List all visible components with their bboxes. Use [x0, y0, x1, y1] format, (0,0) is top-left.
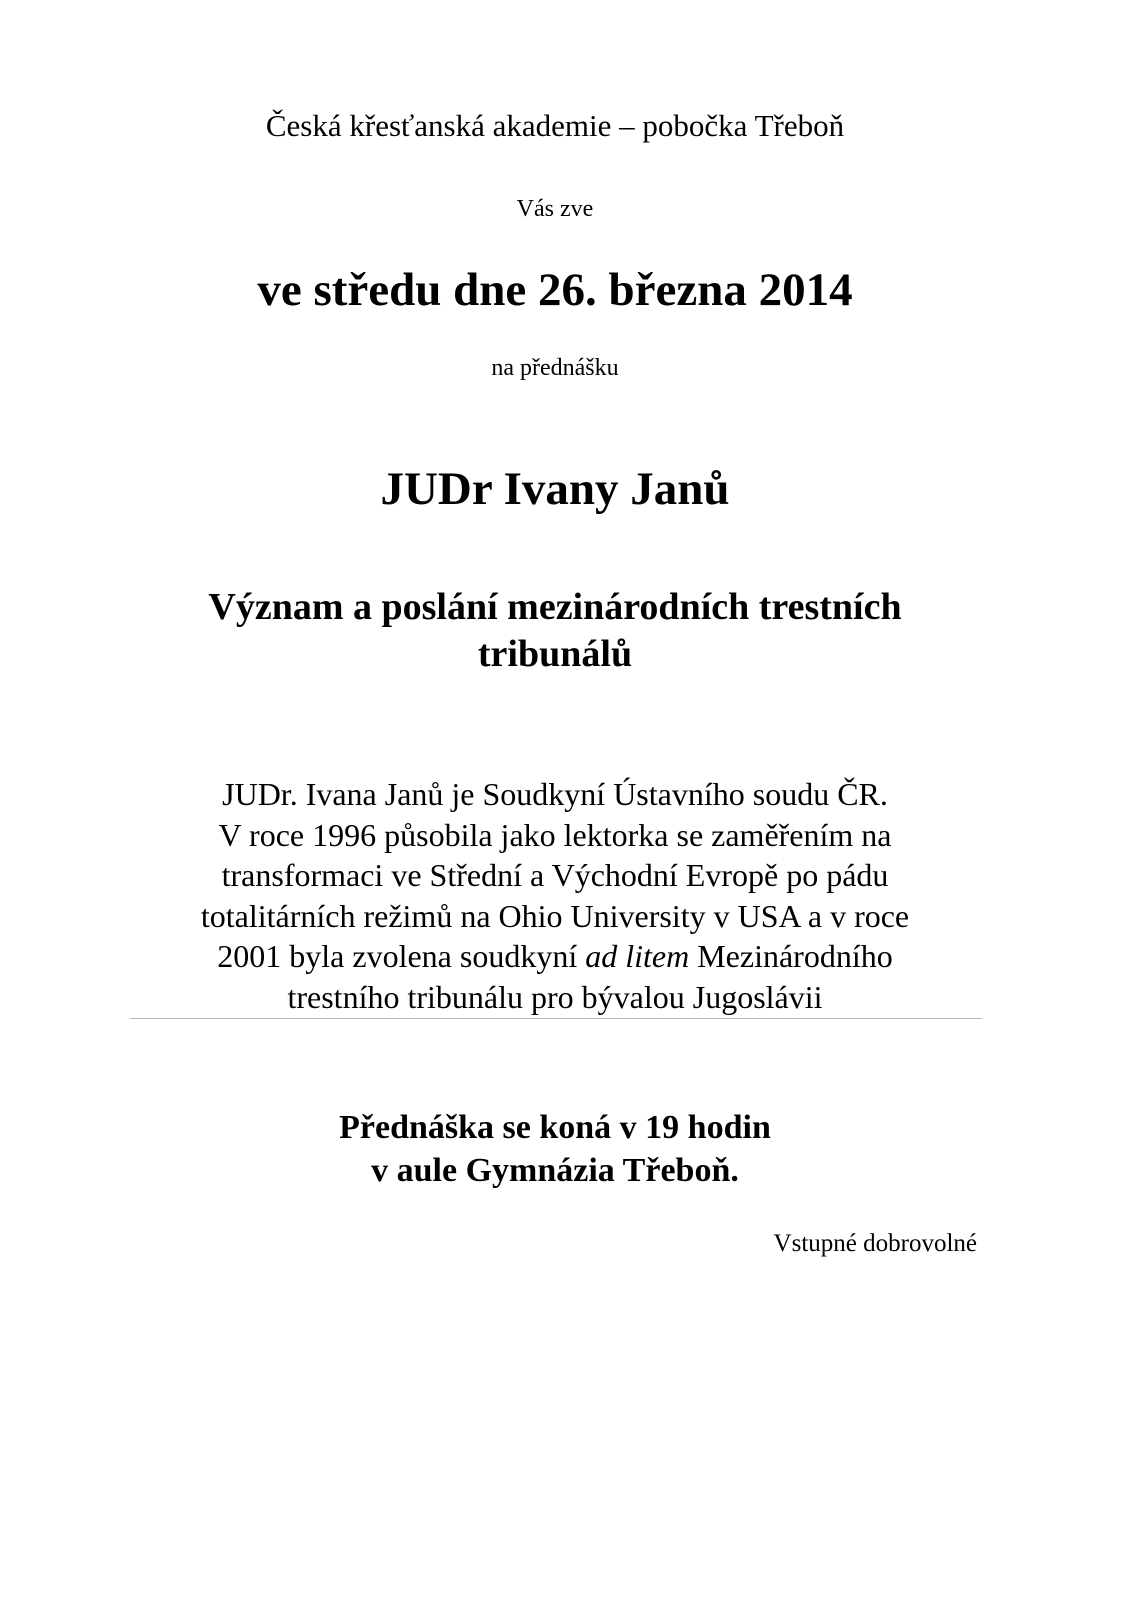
bio-line: JUDr. Ivana Janů je Soudkyní Ústavního soudu ČR. [222, 776, 888, 812]
bio-line: totalitárních režimů na Ohio University v USA a v roce [200, 897, 910, 934]
admission-note: Vstupné dobrovolné [773, 1230, 977, 1257]
venue-place: v aule Gymnázia Třeboň. [371, 1152, 739, 1189]
bio-italic-term: ad litem [585, 938, 690, 974]
speaker-name: JUDr Ivany Janů [380, 463, 730, 515]
bio-line: trestního tribunálu pro bývalou Jugoslávii [287, 978, 823, 1015]
lecture-intro: na přednášku [491, 355, 619, 381]
speaker-bio [0, 774, 1110, 1017]
invites-text: Vás zve [516, 196, 594, 222]
organizer-heading: Česká křesťanská akademie – pobočka Třeboň [265, 108, 845, 143]
event-date: ve středu dne 26. března 2014 [257, 264, 853, 316]
bio-line-text: Mezinárodního [689, 938, 893, 974]
venue-info [0, 1106, 1110, 1192]
venue-time: Přednáška se koná v 19 hodin [339, 1109, 771, 1146]
divider [130, 1018, 982, 1019]
bio-line: V roce 1996 působila jako lektorka se zaměřením na [218, 816, 892, 853]
bio-line [0, 936, 1110, 977]
lecture-title-line: tribunálů [477, 633, 633, 675]
bio-line: transformaci ve Střední a Východní Evropě po pádu [221, 857, 889, 893]
lecture-title [0, 584, 1110, 678]
lecture-title-line: Význam a poslání mezinárodních trestních [208, 586, 902, 628]
bio-line-text: 2001 byla zvolena soudkyní [217, 938, 586, 974]
